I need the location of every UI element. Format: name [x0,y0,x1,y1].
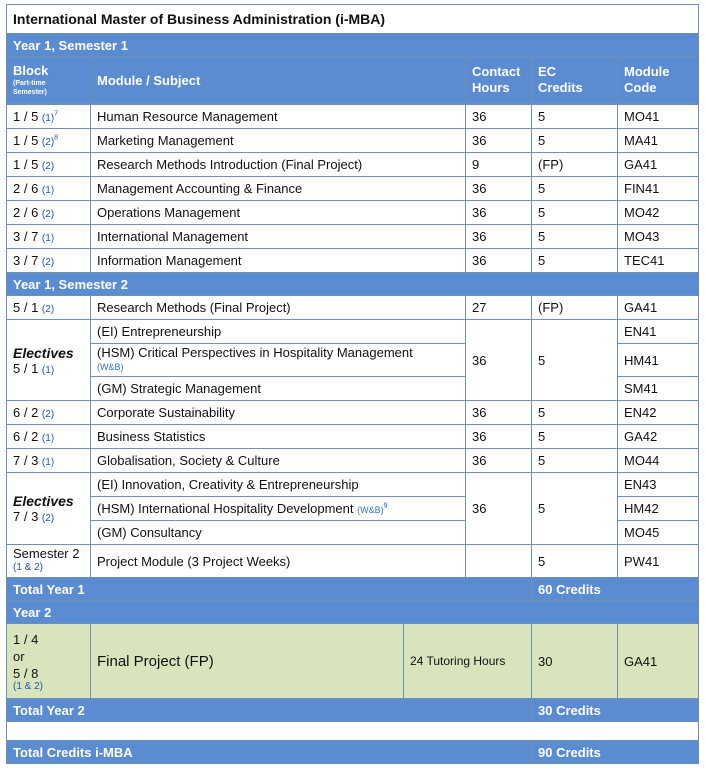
block-value: 3 / 7 [13,253,39,268]
block-value: 7 / 3 [13,509,39,524]
header-block-sub1: (Part-time [13,80,46,87]
module-cell: Corporate Sustainability [91,401,466,425]
hours-cell: 36 [466,249,532,273]
ec-cell: 5 [532,225,618,249]
header-block-label: Block [13,63,49,78]
ec-cell: 30 [532,624,618,699]
ec-cell: 5 [532,177,618,201]
block-value: 5 / 1 [13,300,39,315]
block-cell [7,225,91,249]
code-cell: MA41 [618,129,699,153]
block-value: 1 / 5 [13,133,39,148]
spacer-cell [7,722,699,741]
spacer-row [7,722,699,741]
table-row [7,129,699,153]
header-code-line1: Module [624,64,670,79]
module-cell: Project Module (3 Project Weeks) [91,545,466,578]
block-or: or [13,648,25,664]
module-cell: (EI) Innovation, Creativity & Entrepreneurship [91,473,466,497]
footnote-marker: 9 [383,502,388,510]
table-row [7,177,699,201]
ec-cell: (FP) [532,153,618,177]
semester-tag: (2) [41,161,55,172]
table-row [7,401,699,425]
semester-tag: (2) [41,137,55,148]
semester-tag: (1 & 2) [13,562,44,573]
header-contact-line1: Contact [472,64,521,79]
total-row [7,741,699,764]
hours-cell: 36 [466,401,532,425]
elective-row [7,473,699,497]
code-cell: SM41 [618,377,699,401]
block-value: 5 / 1 [13,360,39,376]
code-cell: GA41 [618,153,699,177]
total-row [7,699,699,722]
block-value: 6 / 2 [13,429,39,444]
semester-tag: (1) [41,364,55,376]
block-cell [7,153,91,177]
block-cell [7,401,91,425]
code-cell: TEC41 [618,249,699,273]
header-module: Module / Subject [91,57,466,104]
total-label: Total Year 1 [7,578,532,601]
block-cell [7,201,91,225]
ec-cell: 5 [532,401,618,425]
block-cell [7,249,91,273]
curriculum-table [6,4,699,104]
block-value: 1 / 5 [13,109,39,124]
semester-tag: (2) [41,513,55,524]
code-cell: GA41 [618,624,699,699]
wb-tag: (W&B) [97,362,124,372]
semester-tag: (1 & 2) [13,680,44,692]
hours-cell: 36 [466,473,532,545]
title-row [7,5,699,34]
section-header [7,601,699,624]
semester-tag: (2) [41,409,55,420]
code-cell: HM42 [618,497,699,521]
module-cell: (EI) Entrepreneurship [91,320,466,344]
hours-cell: 36 [466,225,532,249]
ec-cell: 5 [532,249,618,273]
semester-tag: (2) [41,304,55,315]
code-cell: EN43 [618,473,699,497]
table-row [7,249,699,273]
block-value: 1 / 4 [13,631,39,647]
table-row [7,225,699,249]
section-title: Year 2 [7,601,699,624]
header-block-sub2: Semester) [13,89,47,96]
hours-cell: 36 [466,320,532,401]
final-project-row [7,624,699,699]
semester-tag: (1) [41,433,55,444]
module-cell: Research Methods (Final Project) [91,296,466,320]
module-cell: Final Project (FP) [91,624,404,699]
hours-cell: 36 [466,129,532,153]
module-name: (HSM) Critical Perspectives in Hospitality Management [97,345,413,360]
header-code [618,57,699,104]
code-cell: MO43 [618,225,699,249]
header-contact-line2: Hours [472,80,510,95]
code-cell: GA41 [618,296,699,320]
wb-tag: (W&B) [357,505,384,515]
module-cell [91,344,466,377]
code-cell: HM41 [618,344,699,377]
block-cell [7,177,91,201]
block-cell [7,105,91,129]
table-row [7,545,699,578]
column-header-row [7,57,699,104]
elective-row [7,320,699,344]
semester-tag: (1) [41,233,55,244]
block-value: 1 / 5 [13,157,39,172]
block-value: 6 / 2 [13,405,39,420]
hours-cell [466,545,532,578]
table-row [7,449,699,473]
module-cell: Research Methods Introduction (Final Project) [91,153,466,177]
table-row [7,153,699,177]
ec-cell: 5 [532,545,618,578]
elective-block-cell [7,473,91,545]
curriculum-body-table [6,104,699,601]
semester-tag: (1) [41,457,55,468]
hours-cell: 36 [466,449,532,473]
code-cell: GA42 [618,425,699,449]
ec-cell: 5 [532,129,618,153]
module-cell [91,497,466,521]
hours-cell: 27 [466,296,532,320]
module-cell: (GM) Strategic Management [91,377,466,401]
block-value: 3 / 7 [13,229,39,244]
block-cell [7,624,91,699]
code-cell: MO44 [618,449,699,473]
semester-tag: (2) [41,257,55,268]
code-cell: MO45 [618,521,699,545]
block-value: 2 / 6 [13,205,39,220]
ec-cell: 5 [532,105,618,129]
block-cell [7,545,91,578]
header-code-line2: Code [624,80,657,95]
module-cell: Information Management [91,249,466,273]
section-header [7,273,699,296]
hours-cell: 24 Tutoring Hours [404,624,532,699]
section-title: Year 1, Semester 1 [7,34,699,57]
module-cell: Marketing Management [91,129,466,153]
hours-cell: 9 [466,153,532,177]
header-block [7,57,91,104]
module-cell: Management Accounting & Finance [91,177,466,201]
block-cell [7,296,91,320]
total-row [7,578,699,601]
footnote-marker: 8 [54,134,59,142]
ec-cell: (FP) [532,296,618,320]
section-title: Year 1, Semester 2 [7,273,699,296]
total-label: Total Credits i-MBA [7,741,532,764]
semester-tag: (1) [41,113,55,124]
block-value: 2 / 6 [13,181,39,196]
semester-tag: (2) [41,209,55,220]
semester-tag: (1) [41,185,55,196]
block-value: 5 / 8 [13,665,39,681]
block-cell [7,129,91,153]
total-label: Total Year 2 [7,699,532,722]
ec-cell: 5 [532,449,618,473]
curriculum-table-wrapper [6,4,698,764]
module-name: (HSM) International Hospitality Development [97,501,354,516]
footnote-marker: 7 [54,110,59,118]
block-cell [7,425,91,449]
block-value: Semester 2 [13,546,80,561]
hours-cell: 36 [466,425,532,449]
module-cell: Operations Management [91,201,466,225]
table-row [7,201,699,225]
code-cell: MO41 [618,105,699,129]
section-header [7,34,699,57]
ec-cell: 5 [532,201,618,225]
module-cell: (GM) Consultancy [91,521,466,545]
hours-cell: 36 [466,105,532,129]
module-cell: Globalisation, Society & Culture [91,449,466,473]
block-value: 7 / 3 [13,453,39,468]
total-value: 60 Credits [532,578,699,601]
total-value: 30 Credits [532,699,699,722]
table-title: International Master of Business Administration (i-MBA) [7,5,699,34]
module-cell: International Management [91,225,466,249]
code-cell: EN41 [618,320,699,344]
hours-cell: 36 [466,177,532,201]
module-cell: Human Resource Management [91,105,466,129]
ec-cell: 5 [532,320,618,401]
header-ec-line1: EC [538,64,557,79]
ec-cell: 5 [532,425,618,449]
header-ec-line2: Credits [538,80,583,95]
code-cell: FIN41 [618,177,699,201]
total-value: 90 Credits [532,741,699,764]
header-ec [532,57,618,104]
table-row [7,296,699,320]
elective-block-cell [7,320,91,401]
ec-cell: 5 [532,473,618,545]
module-cell: Business Statistics [91,425,466,449]
hours-cell: 36 [466,201,532,225]
year2-table [6,601,699,764]
table-row [7,105,699,129]
code-cell: EN42 [618,401,699,425]
electives-label: Electives [13,344,74,361]
header-contact [466,57,532,104]
electives-label: Electives [13,493,74,509]
code-cell: MO42 [618,201,699,225]
code-cell: PW41 [618,545,699,578]
block-cell [7,449,91,473]
table-row [7,425,699,449]
